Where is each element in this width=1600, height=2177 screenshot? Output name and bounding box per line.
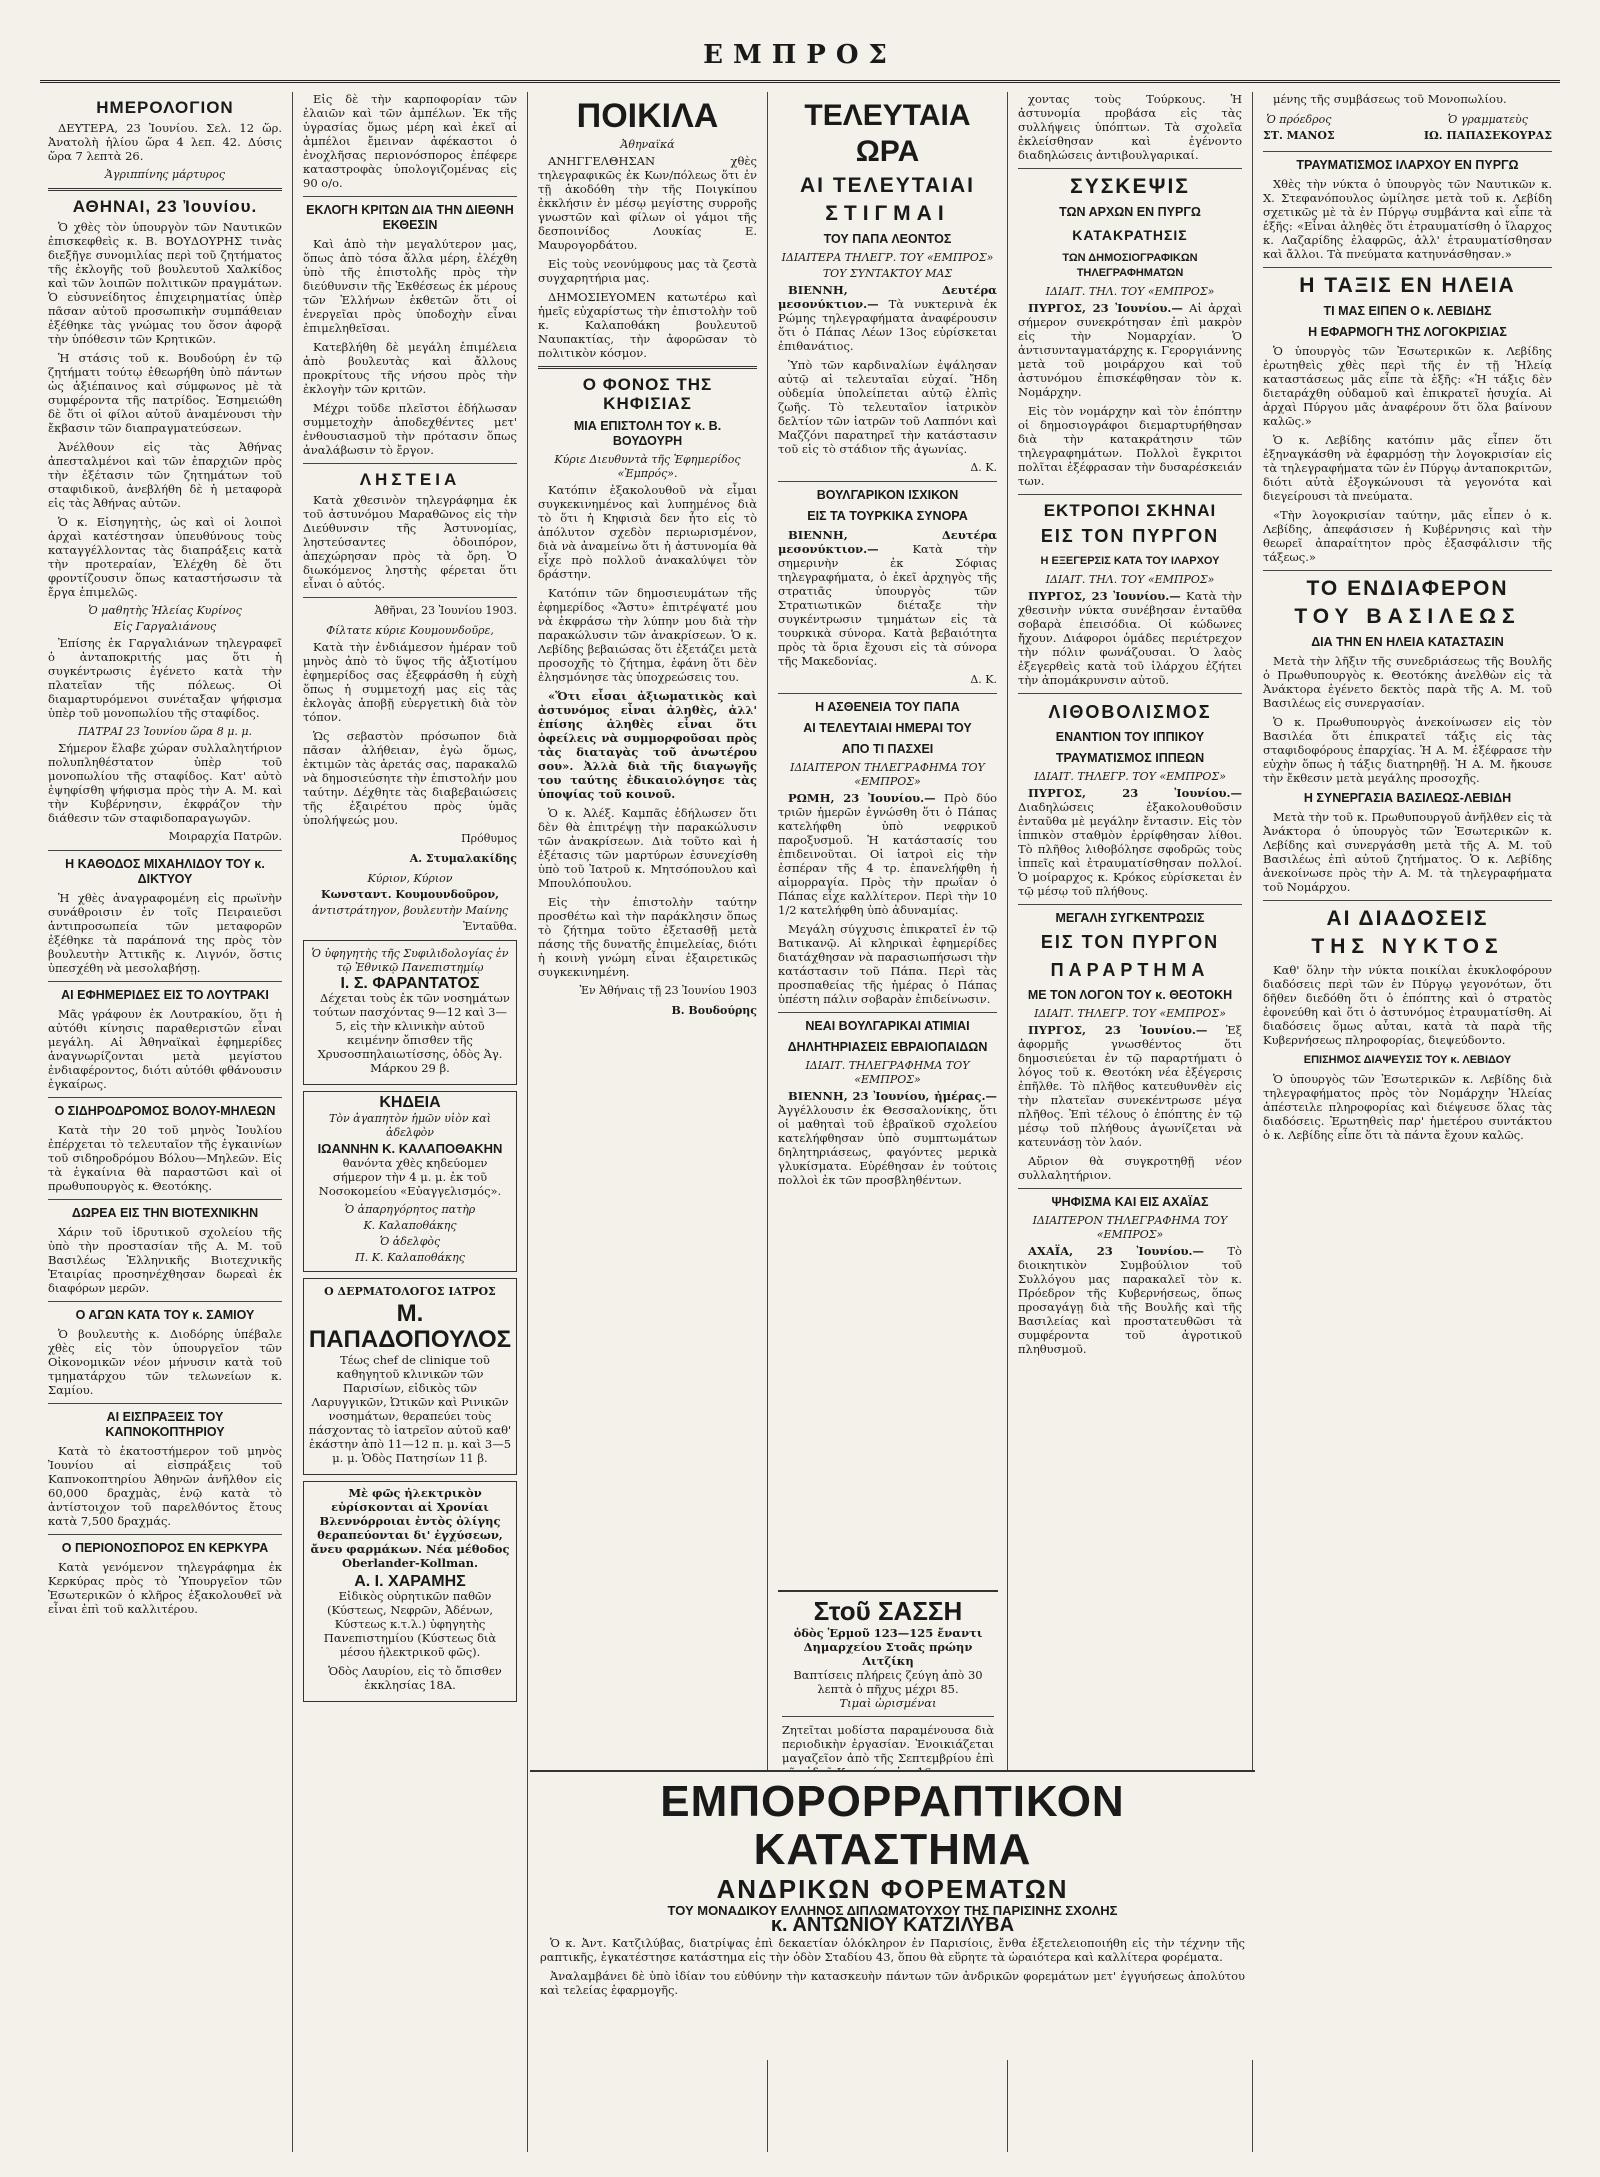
signature: Β. Βουδούρης bbox=[671, 1004, 757, 1017]
column-rule bbox=[527, 92, 528, 2152]
article-text: Διαδηλώσεις ἐξακολουθοῦσιν ἐνταῦθα μὲ μεγάλην ἔντασιν. Εἰς τὸν ἱππικὸν σταθμὸν ἐρρίφθησαν λίθοι. Τὸ πλῆθος λιθοβόλησε σφοδρῶς τοὺς ἱππεῖς καὶ ἐτραυματίσθησαν πολλοί. Ὁ μοίραρχος κ. Κρόκος εὑρίσκεται ἐν τῷ μέσῳ τοῦ πλήθους. bbox=[1018, 800, 1242, 898]
ad-text: Δέχεται τοὺς ἐκ τῶν νοσημάτων τούτων πασχόντας 9—12 καὶ 3—5, εἰς τὴν κλινικὴν αὐτοῦ κειμένην ὄπισθεν τῆς Χρυσοσπηλαιωτίσσης, ὁδὸς Ἀγ. Μάρκου 29 β. bbox=[313, 991, 510, 1075]
article-paragraph: Ἐπίσης ἐκ Γαργαλιάνων τηλεγραφεῖ ὁ ἀνταποκριτής μας ὅτι ἡ συγκέντρωσις ἐγένετο κατὰ τὴν πλατεῖαν τῆς πόλεως. Οἱ διαμαρτυρόμενοι συνέταξαν ψήφισμα ὑπὲρ τοῦ μονοπωλίου τῆς σταφίδος. bbox=[48, 636, 282, 720]
article-heading: ΕΚΛΟΓΗ ΚΡΙΤΩΝ ΔΙΑ ΤΗΝ ΔΙΕΘΝΗ ΕΚΘΕΣΙΝ bbox=[306, 203, 514, 232]
date-line: ΔΕΥΤΕΡΑ, 23 Ἰουνίου. Σελ. 12 ὥρ. Ἀνατολὴ ἡλίου ὥρα 4 λεπ. 42. Δύσις ὥρα 7 λεπτὰ 26. bbox=[48, 121, 282, 163]
dateline: ΠΥΡΓΟΣ, 23 Ἰουνίου.— bbox=[1028, 1023, 1208, 1037]
signature: Πρόθυμος bbox=[461, 832, 517, 845]
recipient-place: Ἐνταῦθα. bbox=[463, 920, 517, 933]
article-paragraph: Κατεβλήθη δὲ μεγάλη ἐπιμέλεια ἀπὸ βουλευτὰς καὶ ἄλλους προκρίτους τῆς νήσου πρὸς τὴν ἐκλογὴν τῶν κριτῶν. bbox=[303, 340, 517, 396]
article-paragraph: Κατὰ χθεσινὸν τηλεγράφημα ἐκ τοῦ ἀστυνόμου Μαραθῶνος εἰς τὴν Διεύθυνσιν τῆς Ἀστυνομίας, ληστεύσαντες ὁδοιπόρον, ἀπεχώρησαν πρὸς τὰ ὄρη. Ὁ διωκόμενος ληστὴς φέρεται ὅτι εἶναι ὁ αὐτός. bbox=[303, 493, 517, 591]
article-paragraph: Αὔριον θὰ συγκροτηθῇ νέον συλλαλητήριον. bbox=[1018, 1154, 1242, 1182]
ad-line: ΤΟΥ ΜΟΝΑΔΙΚΟΥ ΕΛΛΗΝΟΣ ΔΙΠΛΩΜΑΤΟΥΧΟΥ ΤΗΣ ΠΑΡΙΣΙΝΗΣ ΣΧΟΛΗΣ bbox=[667, 1903, 1118, 1918]
article-heading: Η ΚΑΘΟΔΟΣ ΜΙΧΑΗΛΙΔΟΥ ΤΟΥ κ. ΔΙΚΤΥΟΥ bbox=[65, 857, 265, 886]
recipient-name: Κωνσταντ. Κουμουνδοῦρον, bbox=[321, 888, 499, 901]
divider bbox=[303, 463, 517, 464]
headline: ΑΙ ΤΕΛΕΥΤΑΙΑΙ bbox=[800, 174, 975, 197]
article-paragraph: Μετὰ τὴν τοῦ κ. Πρωθυπουργοῦ ἀνῆλθεν εἰς τὰ Ἀνάκτορα ὁ ὑπουργὸς τῶν Ἐσωτερικῶν κ. Λεβίδης καὶ συνεργάσθη μετὰ τῆς Α. Μ. τοῦ Βασιλέως ἐπὶ αὐτοῦ ζητήματος. Ὁ κ. Λεβίδης ἀνεκοίνωσε πρὸς τὴν Α. Μ. τὰ τηλεγραφήματα τοῦ Νομάρχου. bbox=[1263, 810, 1552, 894]
article-heading: ΝΕΑΙ ΒΟΥΛΓΑΡΙΚΑΙ ΑΤΙΜΙΑΙ bbox=[805, 1019, 970, 1033]
article-paragraph bbox=[1018, 1023, 1242, 1149]
article-paragraph: Καὶ ἀπὸ τὴν μεγαλύτερον μας, ὅπως ἀπὸ τόσα ἄλλα μέρη, ἐλέχθη ὑπὸ τῆς ἐπιστολῆς πρὸς τὴν διεύθυνσιν τῆς Ἐκθέσεως ἐκ μέρους τῶν Ἑλλήνων ἐκθετῶν ὅτι οἱ ἐνεργεῖαι πρὸς ὑποδοχὴν εἶναι ἐπιμεληθεῖσαι. bbox=[303, 237, 517, 335]
article-subheading: ΤΡΑΥΜΑΤΙΣΜΟΣ ΙΠΠΕΩΝ bbox=[1055, 751, 1205, 765]
funeral-heading: ΚΗΔΕΙΑ bbox=[379, 1094, 441, 1111]
funeral-signer: Π. Κ. Καλαποθάκης bbox=[355, 1251, 465, 1264]
article-subheading: ΑΙ ΤΕΛΕΥΤΑΙΑΙ ΗΜΕΡΑΙ ΤΟΥ bbox=[803, 721, 972, 735]
article-heading: Ο ΑΓΩΝ ΚΑΤΑ ΤΟΥ κ. ΣΑΜΙΟΥ bbox=[75, 1308, 255, 1322]
ad-text: ὁδὸς Ἑρμοῦ 123—125 ἔναντι Δημαρχείου Στοᾶς πρώην Λιτζίκη bbox=[793, 1626, 983, 1668]
headline: ΕΙΣ ΤΟΝ ΠΥΡΓΟΝ bbox=[1040, 932, 1220, 952]
article-paragraph bbox=[778, 791, 997, 917]
section-subtitle: Ἀθηναϊκά bbox=[620, 138, 675, 151]
ad-text: Ἀναλαμβάνει δὲ ὑπὸ ἰδίαν του εὐθύνην τὴν κατασκευὴν πάντων τῶν ἀνδρικῶν φορεμάτων μετ' ἐγγυήσεως ἀπολύτου καὶ τελείας ἐφαρμογῆς. bbox=[540, 1969, 1245, 1997]
article-heading: Η ΣΥΝΕΡΓΑΣΙΑ ΒΑΣΙΛΕΩΣ-ΛΕΒΙΔΗ bbox=[1303, 791, 1512, 805]
divider bbox=[1263, 900, 1552, 901]
ad-title: Στοῦ ΣΑΣΣΗ bbox=[813, 1596, 963, 1626]
article-subheading: ΔΗΛΗΤΗΡΙΑΣΕΙΣ ΕΒΡΑΙΟΠΑΙΔΩΝ bbox=[787, 1040, 988, 1054]
article-text: Αἱ ἀρχαὶ σήμερον συνεκρότησαν ἐπὶ μακρὸν εἰς τὴν Νομαρχίαν. Ὁ ἀντισυνταγματάρχης κ. Γεροργιάννης μετὰ τοῦ μοιράρχου καὶ τοῦ ἀστυνόμου ἐπισκέφθησαν τὸν κ. Νομάρχην. bbox=[1018, 301, 1242, 399]
article-paragraph: Μεγάλη σύγχυσις ἐπικρατεῖ ἐν τῷ Βατικανῷ. Αἱ κληρικαὶ ἐφημερίδες διατάχθησαν νὰ παρασιωπήσωσι τὴν κατάστασιν τοῦ Πάπα. Περὶ τὰς προσπαθείας τῆς ἡμέρας ὁ Πάπας ὑπέστη πάλιν σοβαρὰν ἐπιδείνωσιν. bbox=[778, 922, 997, 1006]
headline: ΠΑΡΑΡΤΗΜΑ bbox=[1050, 960, 1210, 980]
column-2 bbox=[295, 92, 525, 2152]
recipient: Κύριον, Κύριον bbox=[367, 872, 453, 885]
article-paragraph: Κατὰ τὸ ἑκατοστήμερον τοῦ μηνὸς Ἰουνίου αἱ εἰσπράξεις τοῦ Καπνοκοπτηρίου Ἀθηνῶν ἀνῆλθον εἰς 60,000 δραχμὰς, ἐνῷ κατὰ τὸ ἀντίστοιχον τοῦ παρελθόντος ἔτους κατὰ 7,500 δραχμάς. bbox=[48, 1444, 282, 1528]
headline-sub: ΤΟΥ ΠΑΠΑ ΛΕΟΝΤΟΣ bbox=[823, 232, 952, 246]
dateline: ΠΑΤΡΑΙ 23 Ἰουνίου ὥρα 8 μ. μ. bbox=[77, 725, 253, 738]
article-paragraph: μένης τῆς συμβάσεως τοῦ Μονοπωλίου. bbox=[1273, 92, 1507, 106]
saint-of-day: Ἀγριππίνης μάρτυρος bbox=[104, 168, 226, 181]
dateline: ΑΧΑΪΑ, 23 Ἰουνίου.— bbox=[1028, 1244, 1205, 1258]
section-title: ΤΕΛΕΥΤΑΙΑ ΩΡΑ bbox=[804, 99, 971, 168]
headline: ΕΙΣ ΤΟΝ ΠΥΡΓΟΝ bbox=[1040, 526, 1220, 546]
article-heading: ΔΩΡΕΑ ΕΙΣ ΤΗΝ ΒΙΟΤΕΧΝΙΚΗΝ bbox=[71, 1206, 259, 1220]
article-paragraph bbox=[778, 528, 997, 668]
article-text: Τὰ νυκτερινὰ ἐκ Ρώμης τηλεγραφήματα ἀναφέρουσιν ὅτι ὁ Πάπας Λέων 13ος εὑρίσκεται ἐπιθανάτιος. bbox=[778, 297, 997, 353]
ad-name: κ. ΑΝΤΩΝΙΟΥ ΚΑΤΖΙΛΥΒΑ bbox=[770, 1914, 1015, 1936]
article-paragraph: Ὁ χθὲς τὸν ὑπουργὸν τῶν Ναυτικῶν ἐπισκεφθεὶς κ. Β. ΒΟΥΔΟΥΡΗΣ τινὰς διεξῆγε συνομιλίας περὶ τοῦ ζητήματος τῆς ἐκλογῆς τοῦ βουλευτοῦ Χαλκίδος καὶ τῶν λοιπῶν πολιτικῶν πραγμάτων. Ὁ εὐσυνείδητος ἐπιχειρηματίας ὑπὲρ πᾶσαν αὐτοῦ προσωπικὴν συμπάθειαν ἐξέθηκε τὰς γνώμας του ὅσον ἀφορᾷ τὴν ὑπόθεσιν τῶν Κρητικῶν. bbox=[48, 220, 282, 346]
article-paragraph bbox=[1018, 1244, 1242, 1356]
doctor-ad bbox=[303, 940, 517, 1085]
divider bbox=[538, 366, 757, 369]
article-heading: Η ΑΣΘΕΝΕΙΑ ΤΟΥ ΠΑΠΑ bbox=[815, 700, 960, 714]
article-paragraph: Ἡ στάσις τοῦ κ. Βουδούρη ἐν τῷ ζητήματι τούτῳ ἐθεωρήθη ὑπὸ πάντων ὡς ἀξιέπαινος καὶ σύμφωνος μὲ τὰ συμφέροντα τῆς πατρίδος. Ἐσημειώθη δὲ ὅτι οἱ φίλοι αὐτοῦ ἀναμένουσι τὴν ἔκβασιν τῶν διαπραγματεύσεων. bbox=[48, 351, 282, 435]
divider bbox=[1263, 151, 1552, 152]
article-text: Κατὰ τὴν σημερινὴν ἐκ Σόφιας τηλεγραφήματα, ὁ ἐκεῖ ἀρχηγὸς τῆς στρατιᾶς ὑπουργὸς τῶν Στρατιωτικῶν διέταξε τὴν συγκέντρωσιν τμημάτων εἰς τὰ τουρκικὰ σύνορα. Κατὰ βεβαιότητα πρὸς τὰ ὅρια ἔχουσι εἰς τὰ σύνορα τῆς Μακεδονίας. bbox=[778, 542, 998, 668]
letter-date: Ἀθῆναι, 23 Ἰουνίου 1903. bbox=[374, 604, 517, 617]
wire-credit: ΙΔΙΑΙΤΕΡΟΝ ΤΗΛΕΓΡΑΦΗΜΑ ΤΟΥ «ΕΜΠΡΟΣ» bbox=[790, 761, 985, 788]
article-heading: Ο ΠΕΡΙΟΝΟΣΠΟΡΟΣ ΕΝ ΚΕΡΚΥΡΑ bbox=[61, 1541, 269, 1555]
masthead: ΕΜΠΡΟΣ bbox=[40, 40, 1560, 83]
funeral-text: θανόντα χθὲς κηδεύομεν σήμερον τὴν 4 μ. μ. ἐκ τοῦ Νοσοκομείου «Εὐαγγελισμός». bbox=[318, 1156, 502, 1198]
article-paragraph: Κατὰ γενόμενον τηλεγράφημα ἐκ Κερκύρας πρὸς τὸ Ὑπουργεῖον τῶν Ἐσωτερικῶν ὁ κλῆρος ἐξακολουθεῖ νὰ εἶναι ἐπὶ τοῦ καλλιτέρου. bbox=[48, 1560, 282, 1616]
article-paragraph: Ὁ βουλευτὴς κ. Διοδόρης ὑπέβαλε χθὲς εἰς τὸν ὑπουργεῖον τῶν Οἰκονομικῶν νέον μήνυσιν κατὰ τοῦ τμηματάρχου τῶν τελωνείων κ. Σαμίου. bbox=[48, 1327, 282, 1397]
article-paragraph: Καθ' ὅλην τὴν νύκτα ποικίλαι ἐκυκλοφόρουν διαδόσεις περὶ τῶν ἐν Πύργῳ γεγονότων, ὅτι δῆθεν διεδόθη ὅτι ὁ ἐπόπτης καὶ ὁ στρατὸς ἐφονεύθη καὶ ὅτι ὁ ἀστυνόμος ἐτραυματίσθη. Αἱ διαδόσεις ὅμως αὗται, κατὰ τὰ παρὰ τῆς Κυβερνήσεως πληροφορίας, διεψεύδοντο. bbox=[1263, 963, 1552, 1047]
article-paragraph bbox=[778, 1089, 997, 1187]
article-paragraph: Χθὲς τὴν νύκτα ὁ ὑπουργὸς τῶν Ναυτικῶν κ. Χ. Στεφανόπουλος ὡμίλησε μετὰ τοῦ κ. Λεβίδη σχετικῶς μὲ τὰ ἐν Πύργῳ συμβάντα καὶ εἶπε τὰ ἑξῆς: «Εἶναι ἀληθὲς ὅτι ἐτραυματίσθη ὁ ἴλαρχος κ. Λαζαρίδης ἐλαφρῶς, ἀλλ' ἐτραυματίσθησαν καὶ ἄλλοι. Τὰ πνεύματα κατηυνάσθησαν.» bbox=[1263, 177, 1552, 261]
divider bbox=[782, 1716, 994, 1717]
signature-block bbox=[1263, 111, 1335, 145]
tailor-ad bbox=[530, 1770, 1255, 2060]
divider bbox=[303, 597, 517, 598]
section-title: ΠΟΙΚΙΛΑ bbox=[576, 97, 719, 135]
article-paragraph: Κατὰ τὴν ἐνδιάμεσον ἡμέραν τοῦ μηνὸς ἀπὸ τὸ ὕψος τῆς ἀξιοτίμου ἐφημερίδος σας ἐξεφράσθη ἡ εὐχὴ ὅπως ἡ συμμετοχή μας εἰς τὰς ἐκλογὰς ἀποβῇ εὐεργετικὴ διὰ τὸν τόπον. bbox=[303, 640, 517, 724]
article-heading: ΕΠΙΣΗΜΟΣ ΔΙΑΨΕΥΣΙΣ ΤΟΥ κ. ΛΕΒΙΔΟΥ bbox=[1303, 1054, 1512, 1066]
funeral-name: ΙΩΑΝΝΗΝ Κ. ΚΑΛΑΠΟΘΑΚΗΝ bbox=[317, 1141, 503, 1156]
signature-name: ΙΩ. ΠΑΠΑΣΕΚΟΥΡΑΣ bbox=[1423, 129, 1552, 142]
article-paragraph: Χάριν τοῦ ἱδρυτικοῦ σχολείου τῆς ὑπὸ τὴν προστασίαν τῆς Α. Μ. τοῦ Βασιλέως Ἑλληνικῆς Βιοτεχνικῆς Ἑταιρίας προσηνέχθησαν δωρεαὶ ἐκ διαφόρων μερῶν. bbox=[48, 1225, 282, 1295]
wire-credit: ΙΔΙΑΙΤΕΡΟΝ ΤΗΛΕΓΡΑΦΗΜΑ ΤΟΥ «ΕΜΠΡΟΣ» bbox=[1032, 1214, 1228, 1241]
column-6 bbox=[1255, 92, 1560, 2152]
dateline: ΡΩΜΗ, 23 Ἰουνίου.— bbox=[788, 791, 936, 805]
article-paragraph: Μέχρι τοῦδε πλεῖστοι ἐδήλωσαν συμμετοχὴν ἀποδεχθέντες μετ' ἐνθουσιασμοῦ τὴν πρότασιν ὅπως ἀναλάβωσιν τὸ ἔργον. bbox=[303, 401, 517, 457]
article-paragraph: Εἰς τὸν νομάρχην καὶ τὸν ἐπόπτην οἱ δημοσιογράφοι διεμαρτυρήθησαν διὰ τὴν κατακράτησιν τῶν τηλεγραφημάτων. Πολλοὶ ἔγκριτοι πολῖται ἐξέφρασαν τὴν δυσαρέσκειάν των. bbox=[1018, 404, 1242, 488]
headline: ΤΗΣ ΝΥΚΤΟΣ bbox=[1311, 935, 1504, 958]
divider bbox=[1018, 693, 1242, 694]
article-subheading: ΔΙΑ ΤΗΝ ΕΝ ΗΛΕΙΑ ΚΑΤΑΣΤΑΣΙΝ bbox=[1311, 635, 1504, 649]
signature-name: ΣΤ. ΜΑΝΟΣ bbox=[1263, 129, 1335, 142]
headline: ΣΤΙΓΜΑΙ bbox=[825, 202, 950, 225]
article-paragraph: Κατόπιν τῶν δημοσιευμάτων τῆς ἐφημερίδος «Ἄστυ» ἐπιτρέψατέ μου νὰ ἐκφράσω τὴν λύπην μου διὰ τὴν παρακώλυσιν τῶν ἀνακρίσεων. Ὁ κ. Λεβίδης βεβαιώσας ὅτι ἐξετάζει μετὰ προσοχῆς τὸ ζήτημα, ἐφάνη ὅτι δὲν ἐλησμόνησε τὰς ὑποχρεώσεις του. bbox=[538, 586, 757, 684]
article-paragraph: Ὁ κ. Εἰσηγητὴς, ὡς καὶ οἱ λοιποὶ ἀρχαὶ κατέστησαν ὑπευθύνους τοὺς καταγγέλλοντας τὰς διαπράξεις κατὰ τὴν προτεραίαν, Ἐλέχθη δὲ ὅτι φροντίζουσιν ὅπως καταστήσωσιν τὰ ἔργα ἐπιμελῶς. bbox=[48, 515, 282, 599]
article-heading: ΑΙ ΕΦΗΜΕΡΙΔΕΣ ΕΙΣ ΤΟ ΛΟΥΤΡΑΚΙ bbox=[61, 988, 269, 1002]
ad-text: Τέως chef de clinique τοῦ καθηγητοῦ κλινικῶν τῶν Παρισίων, εἰδικὸς τῶν Λαρυγγικῶν, Ὠτικῶν καὶ Ρινικῶν νοσημάτων, θεραπεύει τοὺς πάσχοντας τὸ ἰατρεῖον αὐτοῦ καθ' ἑκάστην ἀπὸ 11—12 π. μ. καὶ 3—5 μ. μ. Ὁδὸς Πατησίων 11 β. bbox=[308, 1353, 512, 1465]
divider bbox=[303, 196, 517, 197]
article-paragraph: ΑΝΗΓΓΕΛΘΗΣΑΝ χθὲς τηλεγραφικῶς ἐκ Κων/πόλεως ὅτι ἐν τῇ ἀκοδόθη τὴν τῆς Ποιγκίπου ἐκκλήσιν ἐν μέσῳ μεγίστης συρροῆς γνωστῶν καὶ φίλων οἱ γάμοι τῆς δεσποινίδος Λουκίας Ε. Μαυρογορδάτου. bbox=[538, 154, 757, 252]
dermatologist-ad bbox=[303, 1278, 517, 1475]
article-paragraph: Σήμερον ἔλαβε χώραν συλλαλητήριον πολυπληθέστατον ὑπὲρ τοῦ μονοπωλίου τῆς σταφίδος. Κατ' αὐτὸ ἐψηφίσθη ψήφισμα πρὸς τὴν Α. Μ. καὶ τὴν Κυβέρνησιν, ἐκφράζον τὴν διάθεσιν τῶν σταφιδοπαραγωγῶν. bbox=[48, 741, 282, 825]
sassis-ad bbox=[778, 1590, 998, 1765]
funeral-signer: Κ. Καλαποθάκης bbox=[363, 1219, 457, 1232]
article-text: Κατὰ τὴν χθεσινὴν νύκτα συνέβησαν ἐνταῦθα σοβαρὰ ἐπεισόδια. Οἱ κώδωνες ἤχουν. Διάφοροι ὁμάδες περιέτρεχον τὴν πόλιν φωνάζουσαι. Ὁ λαὸς ἐξεγερθεὶς κατὰ τοῦ ἰλάρχου ἐζήτει τὴν ἀπομάκρυνσιν αὐτοῦ. bbox=[1018, 589, 1243, 687]
signature: Α. Στυμαλακίδης bbox=[409, 852, 517, 865]
article-text: Πρὸ δύο τριῶν ἡμερῶν ἐγνώσθη ὅτι ὁ Πάπας κατελήφθη ὑπὸ νεφρικοῦ παροξυσμοῦ. Ἡ κατάστασίς του ἐπιδεινοῦται. Οἱ ἰατροὶ εἰς τὴν ἐσπέραν τῆς 4 τρ. ἐπανελήφθη ἡ αἱμορραγία. Πρὸς τὴν πρωΐαν ὁ Πάπας εἶχε καλλίτερον. Περὶ τὴν 10 1/2 κατελήφθη ὑπὸ ἀδυναμίας. bbox=[778, 791, 997, 917]
headline: ΑΙ ΔΙΑΔΟΣΕΙΣ bbox=[1326, 907, 1489, 930]
athens-heading: ΑΘΗΝΑΙ, 23 Ἰουνίου. bbox=[72, 197, 258, 216]
ad-text: Ὁ κ. Ἀντ. Κατζιλύβας, διατρίψας ἐπὶ δεκαετίαν ὁλόκληρον ἐν Παρισίοις, ἔνθα ἐξετελειοποιήθη εἰς τὴν τέχνην τῆς ραπτικῆς, ἐγκατέστησε κατάστημα εἰς τὴν ὁδὸν Σταδίου 43, ὅπου θὰ εὕρητε τὰ ὡραιότερα καὶ καλλίτερα φορέματα. bbox=[540, 1936, 1245, 1964]
dateline: ΒΙΕΝΝΗ, Δευτέρα μεσονύκτιον.— bbox=[778, 283, 997, 311]
divider bbox=[1018, 1188, 1242, 1189]
divider bbox=[1018, 494, 1242, 495]
article-heading: ΕΚΤΡΟΠΟΙ ΣΚΗΝΑΙ bbox=[1043, 501, 1217, 520]
wire-credit: ΙΔΙΑΙΤΕΡΑ ΤΗΛΕΓΡ. ΤΟΥ «ΕΜΠΡΟΣ» bbox=[781, 251, 994, 264]
article-paragraph: Ὁ κ. Ἀλέξ. Καμπᾶς ἐδήλωσεν ὅτι δὲν θὰ ἐπιτρέψῃ τὴν παρακώλυσιν τῶν ἀνακρίσεων. Διὰ τοῦτο καὶ ἡ ἐξέτασις τῶν μαρτύρων ἐσυνεχίσθη ὑπὸ τοῦ Ἰατροῦ κ. Μητσόπουλου καὶ Μπουλόπουλου. bbox=[538, 806, 757, 890]
letter-salutation: Κύριε Διευθυντὰ τῆς Ἐφημερίδος «Ἐμπρός». bbox=[554, 453, 741, 480]
dateline: ΠΥΡΓΟΣ, 23 Ἰουνίου.— bbox=[1028, 589, 1181, 603]
signature-role: Ὁ πρόεδρος bbox=[1266, 113, 1332, 126]
article-paragraph: «Τὴν λογοκρισίαν ταύτην, μᾶς εἶπεν ὁ κ. Λεβίδης, ἀπεφάσισεν ἡ Κυβέρνησις καὶ τὴν θεωρεῖ ἀπαραίτητον πρὸς ἐξασφάλισιν τῆς τάξεως.» bbox=[1263, 508, 1552, 564]
article-text: Τὸ διοικητικὸν Συμβούλιον τοῦ Συλλόγου μας παρακαλεῖ τὸν κ. Πρόεδρον τῆς Κυβερνήσεως, ὅπως προσαγάγῃ διὰ τῆς Βουλῆς καὶ τῆς Βασιλείας καὶ προστατευθῶσι τὰ συμφέροντα τοῦ ἀγροτικοῦ πληθυσμοῦ. bbox=[1018, 1244, 1242, 1356]
ad-name: Μ. ΠΑΠΑΔΟΠΟΥΛΟΣ bbox=[308, 1300, 512, 1353]
divider bbox=[1018, 168, 1242, 169]
signature: Μοιραρχία Πατρῶν. bbox=[168, 830, 282, 843]
article-heading: ΛΗΣΤΕΙΑ bbox=[359, 470, 461, 489]
article-paragraph: Κατόπιν ἐξακολουθοῦ νὰ εἶμαι συγκεκινημένος καὶ λυπημένος διὰ τὸ ὅτι ἡ Κηφισιὰ δεν ἦτο εἰς τὸ ἀπόλυτον σχεδὸν περιωρισμένον, διὰ νὰ ἀναμείνω ὅτι ἡ ἀστυνομία θὰ εἶχε πρὸ πολλοῦ ἀνακαλύψει τὸν δράστην. bbox=[538, 483, 757, 581]
ad-name: Α. Ι. ΧΑΡΑΜΗΣ bbox=[354, 1573, 466, 1590]
signature-block bbox=[1424, 111, 1552, 145]
article-paragraph bbox=[1018, 301, 1242, 399]
article-paragraph: χοντας τοὺς Τούρκους. Ἡ ἀστυνομία προβάσα εἰς τὰς συλλήψεις ὑπόπτων. Τὰ σχολεῖα ἐκλείσθησαν καὶ ἐγένοντο διαδηλώσεις ἀντιβουλγαρικαί. bbox=[1018, 92, 1242, 162]
ad-name: Ι. Σ. ΦΑΡΑΝΤΑΤΟΣ bbox=[340, 975, 480, 992]
article-subheading: ΜΙΑ ΕΠΙΣΤΟΛΗ ΤΟΥ κ. Β. ΒΟΥΔΟΥΡΗ bbox=[573, 419, 722, 448]
divider bbox=[48, 981, 282, 982]
ad-intro: Ὁ ὑφηγητὴς τῆς Συφιλιδολογίας ἐν τῷ Ἐθνικῷ Πανεπιστημίῳ bbox=[311, 947, 509, 974]
letter-date: Ἐν Ἀθήναις τῇ 23 Ἰουνίου 1903 bbox=[579, 984, 757, 997]
article-subheading: ΤΙ ΜΑΣ ΕΙΠΕΝ Ο κ. ΛΕΒΙΔΗΣ bbox=[1323, 304, 1492, 318]
dateline: ΒΙΕΝΝΗ, Δευτέρα μεσονύκτιον.— bbox=[778, 528, 997, 556]
recipient-role: ἀντιστράτηγον, βουλευτὴν Μαίνης bbox=[311, 904, 509, 917]
funeral-intro: Τὸν ἀγαπητὸν ἡμῶν υἱὸν καὶ ἀδελφὸν bbox=[329, 1112, 491, 1139]
column-rule bbox=[292, 92, 293, 2152]
article-paragraph: Ὁ κ. Πρωθυπουργὸς ἀνεκοίνωσεν εἰς τὸν Βασιλέα ὅτι ἐπικρατεῖ τάξις εἰς τὰς σταφιδοφόρους ἐπαρχίας. Ἡ Α. Μ. ἐξέφρασε τὴν εὐχὴν ὅπως ἡ τάξις διατηρηθῇ. Ἡ Α. Μ. ἤκουσε τὴν ἔκθεσιν μετὰ μεγάλης προσοχῆς. bbox=[1263, 715, 1552, 785]
dateline: ΒΙΕΝΝΗ, 23 Ἰουνίου, ἡμέρας.— bbox=[788, 1089, 997, 1103]
letter-salutation: Φίλτατε κύριε Κουμουνδοῦρε, bbox=[326, 624, 494, 637]
article-heading: ΚΑΤΑΚΡΑΤΗΣΙΣ bbox=[1072, 227, 1188, 243]
article-paragraph: Μετὰ τὴν λῆξιν τῆς συνεδριάσεως τῆς Βουλῆς ὁ Πρωθυπουργὸς κ. Θεοτόκης ἀνελθὼν εἰς τὰ Ἀνάκτορα ἐγένετο δεκτὸς παρὰ τῆς Α. Μ. τοῦ Βασιλέως εἰς συνεργασίαν. bbox=[1263, 654, 1552, 710]
signature: Δ. Κ. bbox=[970, 673, 997, 686]
ad-text: Μὲ φῶς ἠλεκτρικὸν εὑρίσκονται αἱ Χρονίαι Βλεννόρροιαι ἐντὸς ὀλίγης θεραπεύονται δι' ἐγχύσεων, ἄνευ φαρμάκων. Νέα μέθοδος Oberlander-Kollman. bbox=[310, 1486, 510, 1570]
article-paragraph: «Ὅτι εἶσαι ἀξιωματικὸς καὶ ἀστυνόμος εἶναι ἀληθὲς, ἀλλ' ἐπίσης ἀληθὲς εἶναι ὅτι ὀφείλεις νὰ συμμορφοῦσαι πρὸς τὰς διαταγὰς τοῦ ἀνωτέρου σου». Ἀλλὰ διὰ τῆς διαγωγῆς του ταύτης ἐδικαιολόγησε τὰς ὑποψίας τοῦ κοινοῦ. bbox=[538, 689, 757, 801]
divider bbox=[48, 1199, 282, 1200]
dateline: ΠΥΡΓΟΣ, 23 Ἰουνίου.— bbox=[1028, 301, 1183, 315]
divider bbox=[48, 850, 282, 851]
column-1 bbox=[40, 92, 290, 2152]
electric-ad bbox=[303, 1481, 517, 1702]
article-paragraph: Ὁ ὑπουργὸς τῶν Ἐσωτερικῶν κ. Λεβίδης διὰ τηλεγραφήματος πρὸς τὸν Νομάρχην Ἠλείας ἀπέστειλε πληροφορίας καὶ διέψευσε ὅλας τὰς διαδόσεις. Ἐρωτηθεὶς παρ' ἡμετέρου συντάκτου ὁ κ. Λεβίδης εἶπε ὅτι τὰ πάντα ἔχουν καλῶς. bbox=[1263, 1072, 1552, 1142]
divider bbox=[1018, 904, 1242, 905]
wire-credit: ΤΟΥ ΣΥΝΤΑΚΤΟΥ ΜΑΣ bbox=[822, 267, 953, 280]
headline: ΤΟ ΕΝΔΙΑΦΕΡΟΝ bbox=[1306, 577, 1509, 600]
divider bbox=[778, 693, 997, 694]
article-heading: ΑΙ ΕΙΣΠΡΑΞΕΙΣ ΤΟΥ ΚΑΠΝΟΚΟΠΤΗΡΙΟΥ bbox=[105, 1410, 225, 1439]
divider bbox=[48, 1301, 282, 1302]
wire-credit: ΙΔΙΑΙΤ. ΤΗΛ. ΤΟΥ «ΕΜΠΡΟΣ» bbox=[1045, 573, 1215, 586]
article-subheading: Η ΕΞΕΓΕΡΣΙΣ ΚΑΤΑ ΤΟΥ ΙΛΑΡΧΟΥ bbox=[1040, 555, 1220, 567]
ad-subtitle: ΑΝΔΡΙΚΩΝ ΦΟΡΕΜΑΤΩΝ bbox=[716, 1874, 1069, 1904]
article-paragraph bbox=[1018, 786, 1242, 898]
divider bbox=[778, 1012, 997, 1013]
article-paragraph: Ὁ ὑπουργὸς τῶν Ἐσωτερικῶν κ. Λεβίδης ἐρωτηθεὶς χθὲς περὶ τῆς ἐν τῇ Ἠλείᾳ καταστάσεως μᾶς εἶπε τὰ ἑξῆς: «Ἡ τάξις δὲν διεταράχθη οὐδαμοῦ καὶ ἐπικρατεῖ ἡσυχία. Αἱ ἀρχαὶ Πύργου μᾶς ἀναφέρουν ὅτι ὅλα βαίνουν καλῶς.» bbox=[1263, 344, 1552, 428]
divider bbox=[1263, 267, 1552, 268]
article-paragraph: Ἀνέλθουν εἰς τὰς Ἀθήνας ἀπεσταλμένοι καὶ τῶν ἐπαρχιῶν πρὸς τὴν ἐξέτασιν τῶν ζητημάτων τοῦ σταφιδικοῦ, ἀνεβλήθη δὲ ἡ μεταφορὰ εἰς τὰς Ἀθήνας αὐτῶν. bbox=[48, 440, 282, 510]
funeral-notice bbox=[303, 1091, 517, 1272]
signatures-row bbox=[1263, 111, 1552, 145]
ad-address: Ὁδὸς Λαυρίου, εἰς τὸ ὄπισθεν ἐκκλησίας 18Α. bbox=[328, 1664, 502, 1692]
article-paragraph: Εἰς δὲ τὴν καρποφορίαν τῶν ἐλαιῶν καὶ τῶν ἀμπέλων. Ἐκ τῆς ὑγρασίας ὅμως μέρη καὶ ἐκεῖ αἱ ἀμπέλοι ἔμειναν ἀφέκαστοι ὁ ἐνοχλῆσας περιονόσπορος ἐπέφερε καταστροφὰς ὑπολογιζομένας εἰς 90 ο/ο. bbox=[303, 92, 517, 190]
article-paragraph: Κατὰ τὴν 20 τοῦ μηνὸς Ἰουλίου ἐπέρχεται τὸ τελευταῖον τῆς ἐγκαινίων τοῦ σιδηροδρόμου Βόλου—Μηλεῶν. Εἰς τὰ ἐγκαίνια θὰ παραστῶσι καὶ οἱ πρωθυπουργὸς κ. Θεοτόκης. bbox=[48, 1123, 282, 1193]
article-paragraph: ΔΗΜΟΣΙΕΥΟΜΕΝ κατωτέρω καὶ ἡμεῖς εὐχαρίστως τὴν ἐπιστολὴν τοῦ κ. Καλαποθάκη βουλευτοῦ Ναυπακτίας, τὴν ἀφορῶσαν τὸ πολιτικὸν κόσμον. bbox=[538, 290, 757, 360]
article-heading: Ο ΣΙΔΗΡΟΔΡΟΜΟΣ ΒΟΛΟΥ-ΜΗΛΕΩΝ bbox=[54, 1104, 276, 1118]
article-paragraph: Ἡ χθὲς ἀναγραφομένη εἰς πρωϊνὴν συνάθροισιν ἐν τοῖς Πειραιεῦσι ἀντιπροσωπεία τῶν μεταφορῶν ἐξέθηκε τὰ παράπονά της πρὸς τὸν βουλευτὴν Ἀττικῆς κ. Λιγνόν, ὅστις ὑπεσχέθη νὰ μεσολαβήσῃ. bbox=[48, 891, 282, 975]
article-heading: Ο ΦΟΝΟΣ ΤΗΣ ΚΗΦΙΣΙΑΣ bbox=[582, 375, 713, 413]
wire-credit: ΙΔΙΑΙΤ. ΤΗΛΕΓΡΑΦΗΜΑ ΤΟΥ «ΕΜΠΡΟΣ» bbox=[805, 1059, 970, 1086]
funeral-signer: Ὁ ἀπαρηγόρητος πατὴρ bbox=[344, 1203, 476, 1216]
article-paragraph bbox=[1018, 589, 1242, 687]
divider bbox=[48, 1097, 282, 1098]
article-heading: ΨΗΦΙΣΜΑ ΚΑΙ ΕΙΣ ΑΧΑΪΑΣ bbox=[1051, 1195, 1209, 1209]
divider bbox=[778, 481, 997, 482]
wire-credit: ΙΔΙΑΙΤ. ΤΗΛΕΓΡ. ΤΟΥ «ΕΜΠΡΟΣ» bbox=[1034, 1007, 1226, 1020]
headline: ΛΙΘΟΒΟΛΙΣΜΟΣ bbox=[1048, 702, 1212, 722]
ad-text: Ζητεῖται μοδίστα παραμένουσα διὰ περιοδικὴν ἐργασίαν. Ἐνοικιάζεται μαγαζεῖον ἀπὸ τῆς Σεπτεμβρίου ἐπὶ bbox=[782, 1723, 994, 1765]
ad-text: Τιμαὶ ὡρισμέναι bbox=[839, 1696, 937, 1710]
article-subheading: ΜΕ ΤΟΝ ΛΟΓΟΝ ΤΟΥ κ. ΘΕΟΤΟΚΗ bbox=[1027, 988, 1233, 1002]
article-paragraph bbox=[778, 283, 997, 353]
dateline: ΠΥΡΓΟΣ, 23 Ἰουνίου.— bbox=[1028, 786, 1242, 800]
ad-text: Βαπτίσεις πλήρεις ζεύγη ἀπὸ 30 λεπτὰ ὁ πῆχυς μέχρι 85. bbox=[793, 1668, 983, 1696]
subheading: Ὁ μαθητὴς Ἠλείας Κυρίνος bbox=[88, 604, 242, 617]
divider bbox=[48, 1403, 282, 1404]
article-paragraph: Ὁ κ. Λεβίδης κατόπιν μᾶς εἶπεν ὅτι ἐξηναγκάσθη νὰ ἐφαρμόσῃ τὴν λογοκρισίαν εἰς τὰ τηλεγραφήματα τῶν ἐν Πύργῳ ἀνταποκριτῶν, διότι αὐτὰ ἐξογκώνουσι τὰ γεγονότα καὶ διεγείρουσι τὰ πνεύματα. bbox=[1263, 433, 1552, 503]
article-subheading: ΤΩΝ ΑΡΧΩΝ ΕΝ ΠΥΡΓΩ bbox=[1059, 205, 1201, 219]
article-subheading: Η ΕΦΑΡΜΟΓΗ ΤΗΣ ΛΟΓΟΚΡΙΣΙΑΣ bbox=[1308, 325, 1507, 339]
divider bbox=[48, 188, 282, 191]
headline: Η ΤΑΞΙΣ ΕΝ ΗΛΕΙΑ bbox=[1299, 274, 1516, 297]
article-paragraph: Μᾶς γράφουν ἐκ Λουτρακίου, ὅτι ἡ αὐτόθι κίνησις παραθεριστῶν εἶναι μεγάλη. Αἱ Ἀθηναϊκαὶ ἐφημερίδες ἀναγνωρίζονται μετὰ μεγίστου ἐνδιαφέροντος, διότι αὐτόθι φθάνουσιν ἐγκαίρως. bbox=[48, 1007, 282, 1091]
headline: ΣΥΣΚΕΨΙΣ bbox=[1070, 175, 1190, 198]
article-paragraph: Ὡς σεβαστὸν πρόσωπον διὰ πᾶσαν ἀλήθειαν, ἐγὼ ὅμως, ἐκτιμῶν τὰς ἀρετάς σας, παρακαλῶ νὰ δημοσιεύσητε τὴν ἐπιστολήν μου ταύτην. Δέχθητε τὰς διαβεβαιώσεις τῆς ἐξαιρέτου πρὸς ὑμᾶς ὑπολήψεώς μου. bbox=[303, 729, 517, 827]
signature-role: Ὁ γραμματεὺς bbox=[1447, 113, 1528, 126]
divider bbox=[1263, 570, 1552, 571]
article-paragraph: Εἰς τοὺς νεονύμφους μας τὰ ζεστὰ συγχαρητήρια μας. bbox=[538, 257, 757, 285]
signature: Δ. Κ. bbox=[970, 461, 997, 474]
divider bbox=[48, 1534, 282, 1535]
article-paragraph: Ὑπὸ τῶν καρδιναλίων ἐψάλησαν αὐτῷ αἱ τελευταῖαι εὐχαί. Ἤδη οὐδεμία ὑπολείπεται αὐτῷ ἐλπὶς ζωῆς. Τὸ τελευταῖον ἰατρικὸν δελτίον τῶν ἰατρῶν τοῦ Λαππόνι καὶ Μαζζόνι παρατηρεῖ τὴν κατάστασιν τοῦ εἰς τὸ στάδιον τῆς ἀγωνίας. bbox=[778, 358, 997, 456]
article-subheading: ΑΠΟ ΤΙ ΠΑΣΧΕΙ bbox=[841, 742, 934, 756]
wire-credit: ΙΔΙΑΙΤ. ΤΗΛ. ΤΟΥ «ΕΜΠΡΟΣ» bbox=[1045, 285, 1215, 298]
subheading: Εἰς Γαργαλιάνους bbox=[113, 620, 217, 633]
funeral-signer: Ὁ ἀδελφὸς bbox=[379, 1235, 441, 1248]
article-text: Ἐξ ἀφορμῆς γνωσθέντος ὅτι δημοσιεύεται ἐν τῷ παραρτήματι ὁ λόγος τοῦ κ. Θεοτόκη νέα ἐξέγερσις ἐπῆλθε. Τὸ πλῆθος κατευθυνθὲν εἰς τὴν πλατεῖαν συνεκέντρωσε μέγα πλῆθος. Ἐπὶ τέλους ὁ ἐπόπτης ἐν τῷ μέσῳ τοῦ πλήθους ἀγωνίζεται νὰ κατευνάσῃ τὸν λαόν. bbox=[1018, 1023, 1243, 1149]
ad-text: Εἰδικὸς οὐρητικῶν παθῶν (Κύστεως, Νεφρῶν, Ἀδένων, Κύστεως κ.τ.λ.) ὑφηγητὴς Πανεπιστημίου (Κύστεως διὰ μέσου ἠλεκτρικοῦ φῶς). bbox=[323, 1589, 497, 1659]
article-paragraph: Εἰς τὴν ἐπιστολὴν ταύτην προσθέτω καὶ τὴν παράκλησιν ὅπως τὸ ζήτημα τοῦτο ἐξετασθῇ μετὰ πάσης τῆς δυνατῆς ἐπιμελείας, διότι ἡ κοινὴ γνώμη εἶναι ἐξαιρετικῶς συγκεκινημένη. bbox=[538, 895, 757, 979]
wire-credit: ΙΔΙΑΙΤ. ΤΗΛΕΓΡ. ΤΟΥ «ΕΜΠΡΟΣ» bbox=[1034, 770, 1226, 783]
article-text: Ἀγγέλλουσιν ἐκ Θεσσαλονίκης, ὅτι οἱ μαθηταὶ τοῦ ἑβραϊκοῦ σχολείου κατελήφθησαν ὑπὸ συμπτωμάτων δηλητηριάσεως, φαγόντες μερικὰ γλυκίσματα. Εὑρέθησαν ἐν τούτοις πολλοὶ ἐκ τῶν προσβληθέντων. bbox=[778, 1103, 997, 1187]
article-subheading: ΤΩΝ ΔΗΜΟΣΙΟΓΡΑΦΙΚΩΝ ΤΗΛΕΓΡΑΦΗΜΑΤΩΝ bbox=[1062, 252, 1198, 279]
article-heading: ΒΟΥΛΓΑΡΙΚΟΝ ΙΣΧΙΚΟΝ bbox=[816, 488, 959, 502]
ephemerologion-heading: ΗΜΕΡΟΛΟΓΙΟΝ bbox=[96, 98, 234, 117]
article-subheading: ΕΙΣ ΤΑ ΤΟΥΡΚΙΚΑ ΣΥΝΟΡΑ bbox=[807, 509, 968, 523]
article-heading: ΤΡΑΥΜΑΤΙΣΜΟΣ ΙΛΑΡΧΟΥ ΕΝ ΠΥΡΓΩ bbox=[1296, 158, 1519, 172]
article-subheading: ΕΝΑΝΤΙΟΝ ΤΟΥ ΙΠΠΙΚΟΥ bbox=[1055, 730, 1205, 744]
ad-intro: Ο ΔΕΡΜΑΤΟΛΟΓΟΣ ΙΑΤΡΟΣ bbox=[324, 1285, 496, 1298]
headline: ΤΟΥ ΒΑΣΙΛΕΩΣ bbox=[1294, 605, 1521, 628]
ad-title: ΕΜΠΟΡΟΡΡΑΠΤΙΚΟΝ ΚΑΤΑΣΤΗΜΑ bbox=[660, 1777, 1125, 1874]
article-heading: ΜΕΓΑΛΗ ΣΥΓΚΕΝΤΡΩΣΙΣ bbox=[1055, 911, 1205, 925]
